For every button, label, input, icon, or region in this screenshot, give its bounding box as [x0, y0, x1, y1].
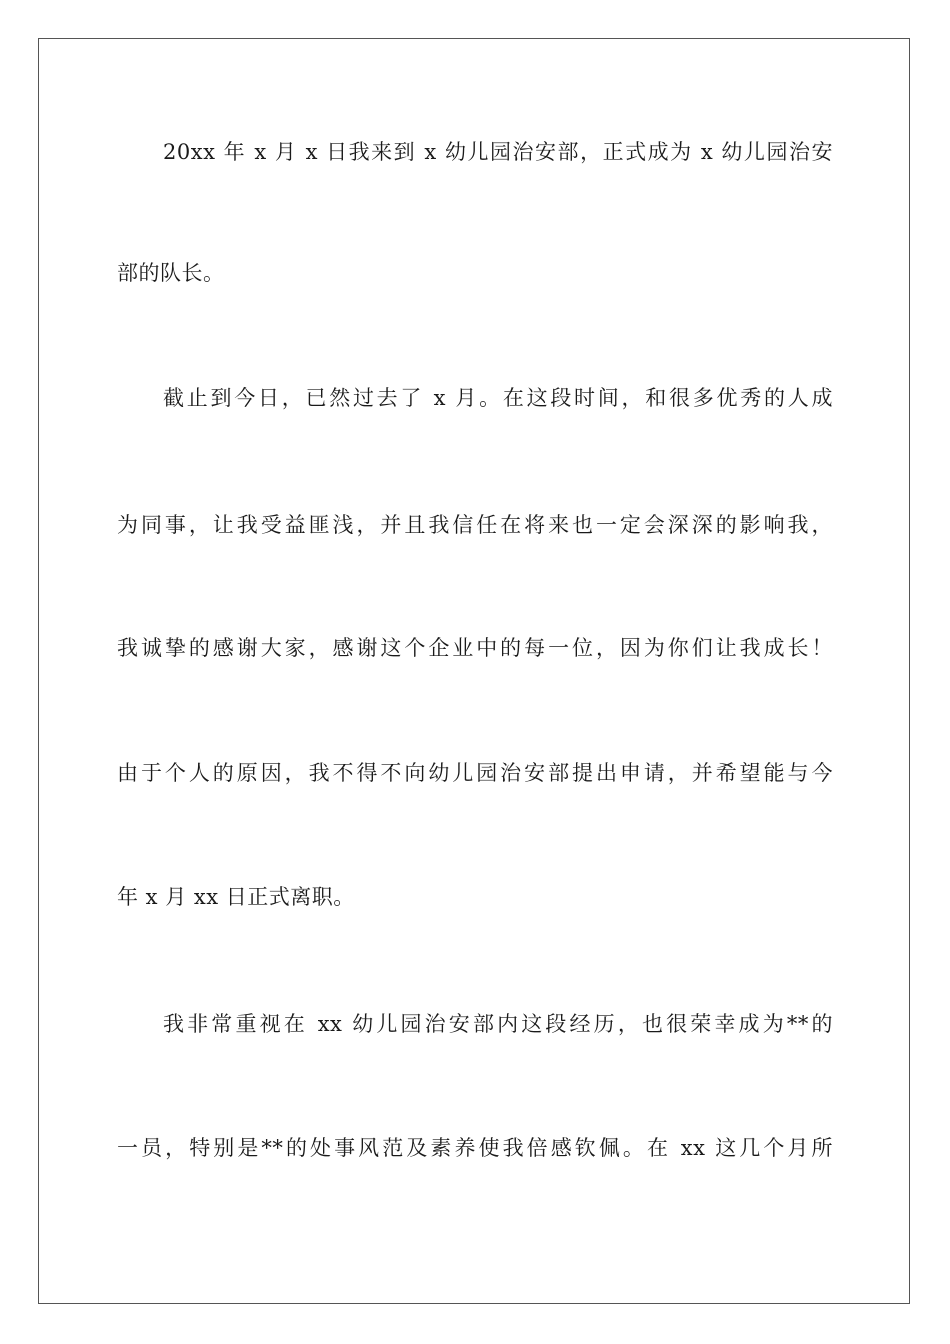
text-line: 由于个人的原因，我不得不向幼儿园治安部提出申请，并希望能与今 [117, 761, 833, 785]
text-line: 年 x 月 xx 日正式离职。 [117, 885, 355, 909]
page-border [38, 38, 910, 1304]
text-line: 为同事，让我受益匪浅，并且我信任在将来也一定会深深的影响我， [117, 513, 833, 537]
text-line: 20xx 年 x 月 x 日我来到 x 幼儿园治安部，正式成为 x 幼儿园治安 [163, 140, 833, 164]
text-line: 部的队长。 [117, 261, 225, 285]
text-line: 一员，特别是**的处事风范及素养使我倍感钦佩。在 xx 这几个月所 [117, 1136, 833, 1160]
text-line: 我诚挚的感谢大家，感谢这个企业中的每一位，因为你们让我成长！ [117, 636, 833, 660]
text-line: 我非常重视在 xx 幼儿园治安部内这段经历，也很荣幸成为**的 [163, 1012, 833, 1036]
text-line: 截止到今日，已然过去了 x 月。在这段时间，和很多优秀的人成 [163, 386, 833, 410]
